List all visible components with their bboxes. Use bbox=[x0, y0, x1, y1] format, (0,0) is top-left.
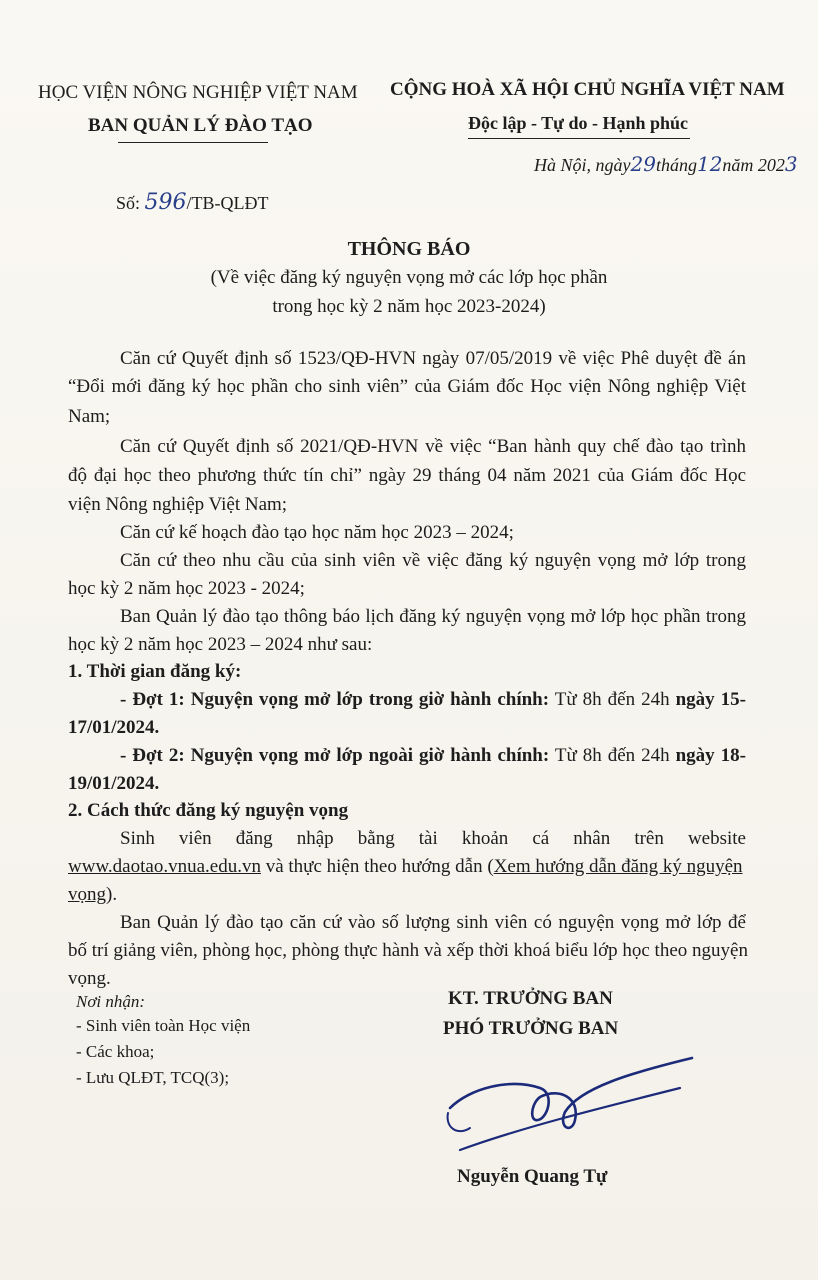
method-line3: vọng). bbox=[68, 884, 118, 905]
section-2-heading: 2. Cách thức đăng ký nguyện vọng bbox=[68, 800, 349, 821]
announcement-line2: học kỳ 2 năm học 2023 – 2024 như sau: bbox=[68, 634, 373, 655]
method-line2: www.daotao.vnua.edu.vn và thực hiện theo hướng dẫn (Xem hướng dẫn đăng ký nguyện bbox=[68, 856, 743, 877]
signature-scribble bbox=[430, 1048, 710, 1158]
doc-no-handwritten: 596 bbox=[144, 190, 187, 215]
organization-name: HỌC VIỆN NÔNG NGHIỆP VIỆT NAM bbox=[38, 82, 358, 103]
date-suffix: năm 202 bbox=[722, 155, 785, 175]
recipient-item: - Các khoa; bbox=[76, 1042, 155, 1061]
basis-1-line1: Căn cứ Quyết định số 1523/QĐ-HVN ngày 07/05/2019 về việc Phê duyệt đề án bbox=[120, 348, 746, 369]
date-year-digit-handwritten: 3 bbox=[784, 152, 798, 176]
basis-2-line3: viện Nông nghiệp Việt Nam; bbox=[68, 494, 288, 515]
doc-no-suffix: /TB-QLĐT bbox=[186, 193, 269, 213]
motto-underline bbox=[468, 138, 690, 139]
closing-line3: vọng. bbox=[68, 968, 111, 989]
basis-2-line1: Căn cứ Quyết định số 2021/QĐ-HVN về việc “Ban hành quy chế đào tạo trình bbox=[120, 436, 746, 457]
recipients-label: Nơi nhận: bbox=[76, 992, 146, 1011]
date-prefix: Hà Nội, ngày bbox=[534, 155, 631, 175]
date-month-handwritten: 12 bbox=[696, 152, 723, 176]
document-number bbox=[116, 190, 269, 215]
department-underline bbox=[118, 142, 268, 143]
basis-3: Căn cứ kế hoạch đào tạo học năm học 2023 – 2024; bbox=[120, 522, 514, 543]
guide-link-continued[interactable]: vọng bbox=[68, 884, 106, 905]
document-subtitle-line1: (Về việc đăng ký nguyện vọng mở các lớp học phần bbox=[210, 267, 608, 288]
closing-line2: bố trí giảng viên, phòng học, phòng thực hành và xếp thời khoá biểu lớp học theo nguyện bbox=[68, 940, 748, 961]
signer-title-1: KT. TRƯỞNG BAN bbox=[448, 988, 613, 1009]
method-line1: Sinh viên đăng nhập bằng tài khoản cá nhân trên website bbox=[120, 828, 746, 849]
round-2-line1: - Đợt 2: Nguyện vọng mở lớp ngoài giờ hành chính: Từ 8h đến 24h ngày 18- bbox=[120, 745, 746, 766]
country-name: CỘNG HOÀ XÃ HỘI CHỦ NGHĨA VIỆT NAM bbox=[390, 79, 785, 100]
national-motto: Độc lập - Tự do - Hạnh phúc bbox=[468, 113, 689, 133]
round-2-line2: 19/01/2024. bbox=[68, 773, 160, 794]
recipient-item: - Sinh viên toàn Học viện bbox=[76, 1016, 251, 1035]
doc-no-prefix: Số: bbox=[116, 193, 141, 213]
department-name: BAN QUẢN LÝ ĐÀO TẠO bbox=[88, 115, 313, 136]
document-title: THÔNG BÁO bbox=[347, 238, 471, 260]
website-link[interactable]: www.daotao.vnua.edu.vn bbox=[68, 856, 261, 877]
signer-title-2: PHÓ TRƯỞNG BAN bbox=[443, 1018, 619, 1039]
basis-1-line3: Nam; bbox=[68, 406, 111, 427]
basis-4-line1: Căn cứ theo nhu cầu của sinh viên về việc đăng ký nguyện vọng mở lớp trong bbox=[120, 550, 746, 571]
signer-name: Nguyễn Quang Tự bbox=[457, 1166, 608, 1187]
basis-4-line2: học kỳ 2 năm học 2023 - 2024; bbox=[68, 578, 305, 599]
date-day-handwritten: 29 bbox=[630, 152, 656, 176]
basis-1-line2: “Đổi mới đăng ký học phần cho sinh viên” của Giám đốc Học viện Nông nghiệp Việt bbox=[68, 376, 746, 397]
section-1-heading: 1. Thời gian đăng ký: bbox=[68, 661, 242, 682]
document-subtitle-line2: trong học kỳ 2 năm học 2023-2024) bbox=[272, 296, 546, 317]
date-mid: tháng bbox=[655, 155, 697, 175]
recipient-item: - Lưu QLĐT, TCQ(3); bbox=[76, 1068, 230, 1087]
closing-line1: Ban Quản lý đào tạo căn cứ vào số lượng sinh viên có nguyện vọng mở lớp để bbox=[120, 912, 746, 933]
announcement-line1: Ban Quản lý đào tạo thông báo lịch đăng ký nguyện vọng mở lớp học phần trong bbox=[120, 606, 746, 627]
round-1-line2: 17/01/2024. bbox=[68, 717, 160, 738]
round-1-line1: - Đợt 1: Nguyện vọng mở lớp trong giờ hành chính: Từ 8h đến 24h ngày 15- bbox=[120, 689, 747, 710]
date-line bbox=[534, 152, 798, 176]
basis-2-line2: độ đại học theo phương thức tín chỉ” ngày 29 tháng 04 năm 2021 của Giám đốc Học bbox=[68, 465, 746, 486]
guide-link[interactable]: Xem hướng dẫn đăng ký nguyện bbox=[493, 856, 743, 877]
